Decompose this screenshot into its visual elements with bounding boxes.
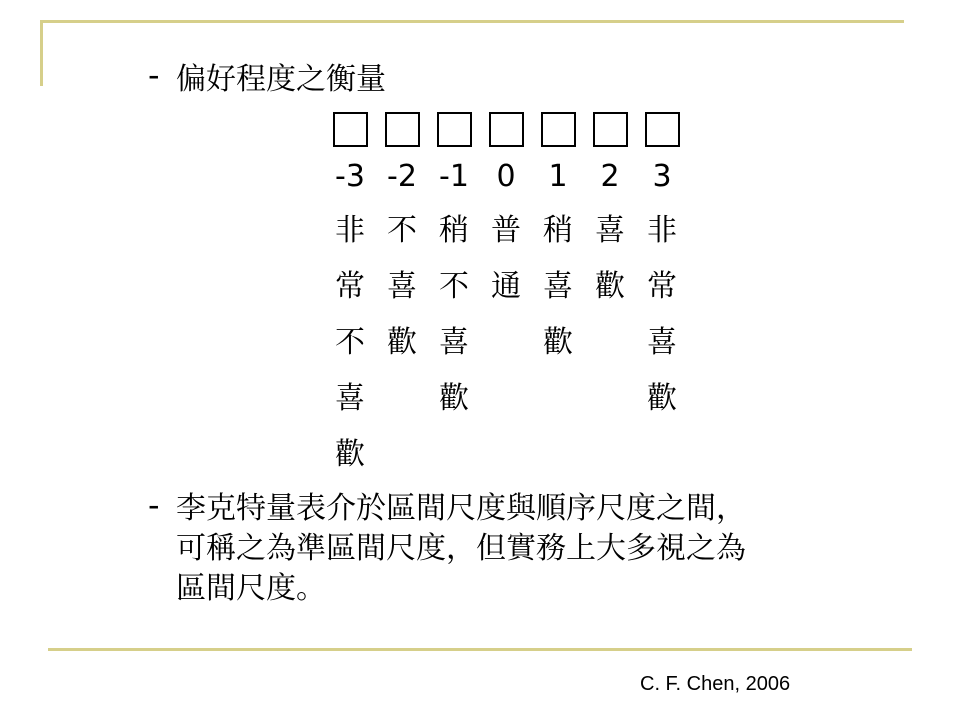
scale-label-char: 不 <box>335 325 365 360</box>
scale-label-char: 歡 <box>387 325 417 360</box>
scale-label-char: 喜 <box>439 325 469 360</box>
scale-value: -1 <box>439 159 469 194</box>
scale-value: -2 <box>387 159 417 194</box>
scale-label-char: 喜 <box>543 269 573 304</box>
scale-label-char: 常 <box>335 269 365 304</box>
bottom-rule <box>48 648 912 651</box>
scale-label-char: 稍 <box>439 213 469 248</box>
scale-label-char: 通 <box>491 269 521 304</box>
scale-label-char: 喜 <box>387 269 417 304</box>
scale-label-char: 非 <box>647 213 677 248</box>
bullet-marker-1: - <box>148 56 160 94</box>
scale-label-char: 歡 <box>647 381 677 416</box>
top-rule <box>40 20 904 23</box>
scale-option-neg3 <box>324 112 376 483</box>
scale-value: 1 <box>548 159 568 194</box>
scale-value: -3 <box>335 159 365 194</box>
scale-label-char: 喜 <box>335 381 365 416</box>
bullet-heading <box>176 60 386 100</box>
scale-value: 3 <box>652 159 672 194</box>
bullet-2-line-1: 李克特量表介於區間尺度與順序尺度之間， <box>176 491 746 526</box>
scale-option-3 <box>636 112 688 427</box>
checkbox[interactable] <box>541 112 576 147</box>
scale-option-0 <box>480 112 532 315</box>
bullet-2-line-3: 區間尺度。 <box>176 571 326 606</box>
checkbox[interactable] <box>645 112 680 147</box>
scale-label-char: 普 <box>491 213 521 248</box>
scale-option-1 <box>532 112 584 371</box>
scale-label-char: 歡 <box>543 325 573 360</box>
footer-credit: C. F. Chen, 2006 <box>640 673 791 695</box>
scale-label-char: 歡 <box>439 381 469 416</box>
checkbox[interactable] <box>333 112 368 147</box>
scale-label-char: 不 <box>439 269 469 304</box>
likert-scale <box>324 112 684 472</box>
bullet-description <box>176 489 936 609</box>
scale-option-neg2 <box>376 112 428 371</box>
bullet-2-line-2: 可稱之為準區間尺度，但實務上大多視之為 <box>176 531 746 566</box>
scale-option-2 <box>584 112 636 315</box>
left-rule <box>40 20 43 86</box>
scale-label-char: 常 <box>647 269 677 304</box>
scale-label-char: 稍 <box>543 213 573 248</box>
checkbox[interactable] <box>489 112 524 147</box>
scale-label-char: 喜 <box>595 213 625 248</box>
bullet-1-line-1: 偏好程度之衡量 <box>176 62 386 97</box>
checkbox[interactable] <box>593 112 628 147</box>
scale-label-char: 不 <box>387 213 417 248</box>
checkbox[interactable] <box>437 112 472 147</box>
scale-label-char: 喜 <box>647 325 677 360</box>
scale-label-char: 歡 <box>595 269 625 304</box>
bullet-marker-2: - <box>148 486 160 524</box>
scale-value: 2 <box>600 159 620 194</box>
scale-label-char: 非 <box>335 213 365 248</box>
scale-option-neg1 <box>428 112 480 427</box>
scale-label-char: 歡 <box>335 437 365 472</box>
checkbox[interactable] <box>385 112 420 147</box>
scale-value: 0 <box>496 159 516 194</box>
